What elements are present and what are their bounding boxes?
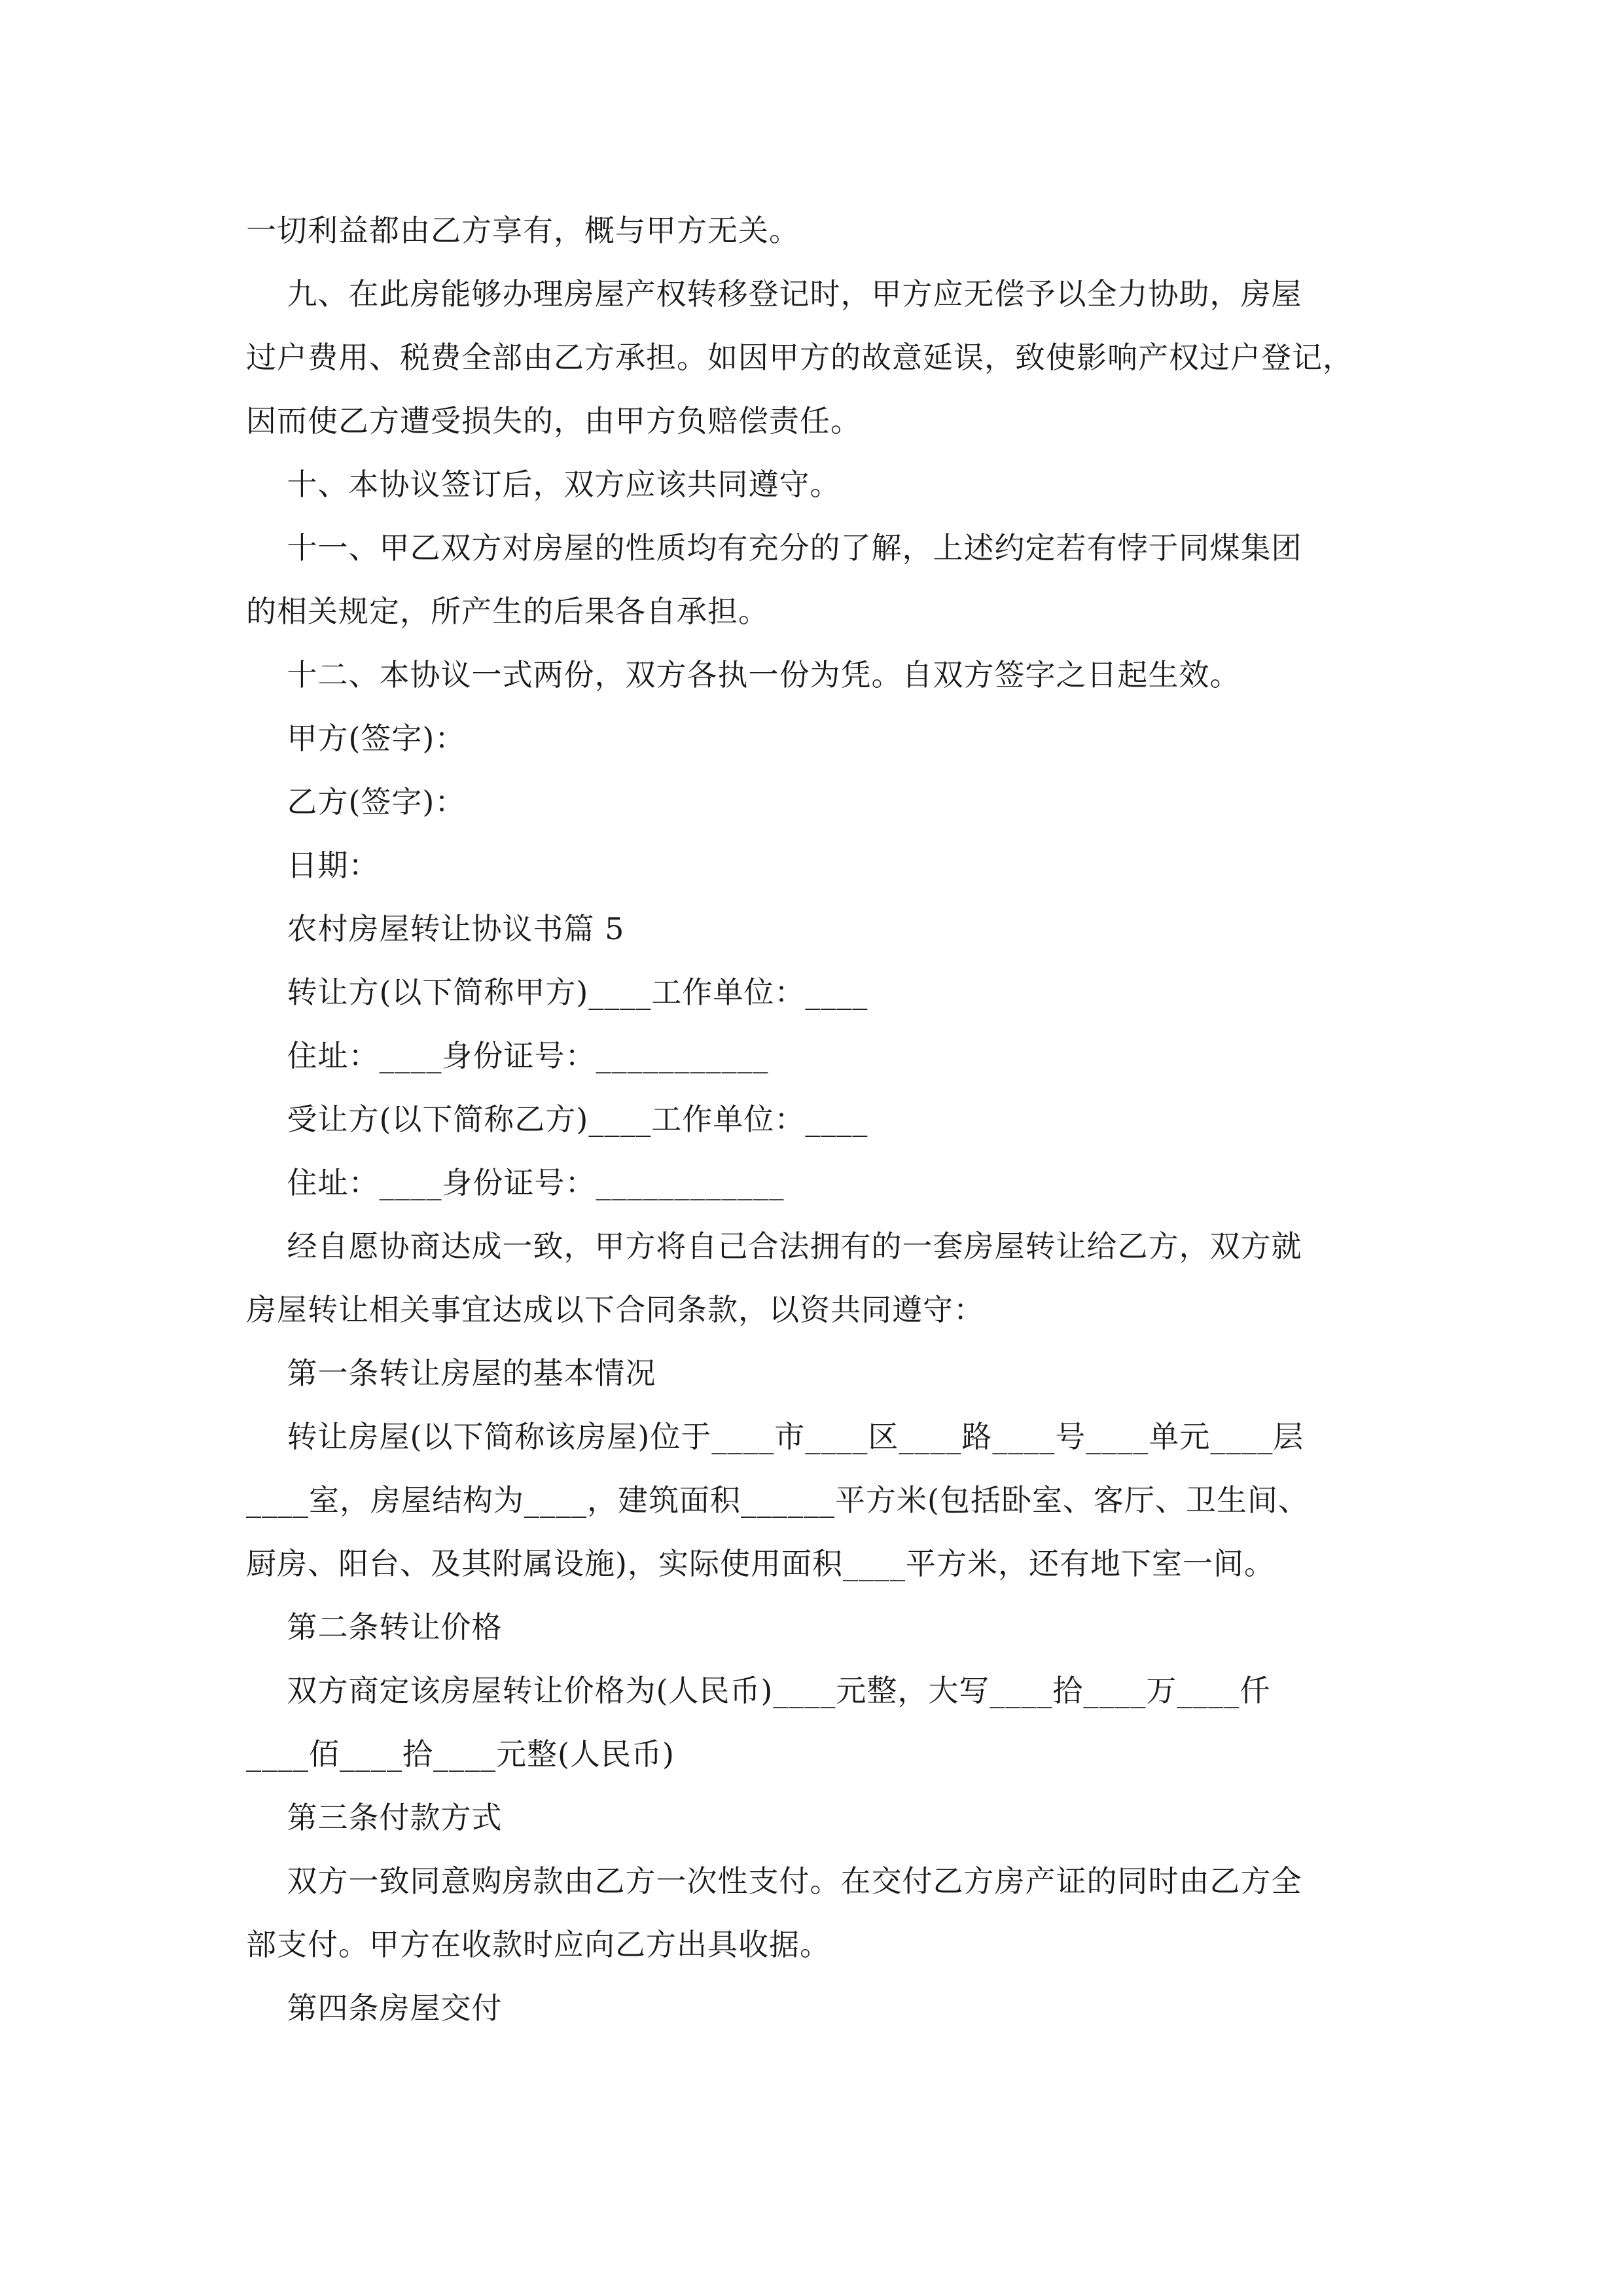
text-line: 住址：____身份证号：____________	[246, 1165, 785, 1200]
text-line: 十一、甲乙双方对房屋的性质均有充分的了解，上述约定若有悖于同煤集团	[246, 530, 1302, 565]
text-line: 一切利益都由乙方享有，概与甲方无关。	[246, 213, 800, 248]
signature-date: 日期：	[246, 848, 380, 883]
text-line: 厨房、阳台、及其附属设施)，实际使用面积____平方米，还有地下室一间。	[246, 1546, 1275, 1581]
text-line: 十二、本协议一式两份，双方各执一份为凭。自双方签字之日起生效。	[246, 657, 1241, 692]
text-line: 双方一致同意购房款由乙方一次性支付。在交付乙方房产证的同时由乙方全	[246, 1863, 1302, 1899]
text-line: 转让方(以下简称甲方)____工作单位：____	[246, 975, 868, 1010]
text-line: 受让方(以下简称乙方)____工作单位：____	[246, 1102, 868, 1137]
clause-heading: 第四条房屋交付	[246, 1990, 503, 2026]
text-line: 房屋转让相关事宜达成以下合同条款，以资共同遵守：	[246, 1292, 984, 1327]
signature-party-a: 甲方(签字)：	[246, 721, 466, 756]
text-line: 的相关规定，所产生的后果各自承担。	[246, 594, 769, 629]
text-line: 因而使乙方遭受损失的，由甲方负赔偿责任。	[246, 403, 861, 439]
text-line: ____佰____拾____元整(人民币)	[246, 1736, 675, 1772]
text-line: 九、在此房能够办理房屋产权转移登记时，甲方应无偿予以全力协助，房屋	[246, 276, 1302, 312]
text-line: 转让房屋(以下简称该房屋)位于____市____区____路____号____单元____层	[246, 1419, 1304, 1454]
text-line: ____室，房屋结构为____，建筑面积______平方米(包括卧室、客厅、卫生间、	[246, 1482, 1309, 1518]
section-heading: 农村房屋转让协议书篇 5	[246, 911, 625, 946]
text-line: 住址：____身份证号：___________	[246, 1038, 769, 1073]
text-line: 十、本协议签订后，双方应该共同遵守。	[246, 467, 841, 502]
clause-heading: 第一条转让房屋的基本情况	[246, 1355, 656, 1391]
text-line: 过户费用、税费全部由乙方承担。如因甲方的故意延误，致使影响产权过户登记，	[246, 340, 1353, 375]
text-line: 双方商定该房屋转让价格为(人民币)____元整，大写____拾____万____仟	[246, 1673, 1271, 1708]
text-line: 经自愿协商达成一致，甲方将自己合法拥有的一套房屋转让给乙方，双方就	[246, 1229, 1302, 1264]
text-line: 部支付。甲方在收款时应向乙方出具收据。	[246, 1927, 830, 1962]
clause-heading: 第二条转让价格	[246, 1609, 503, 1645]
clause-heading: 第三条付款方式	[246, 1800, 503, 1835]
signature-party-b: 乙方(签字)：	[246, 784, 466, 819]
